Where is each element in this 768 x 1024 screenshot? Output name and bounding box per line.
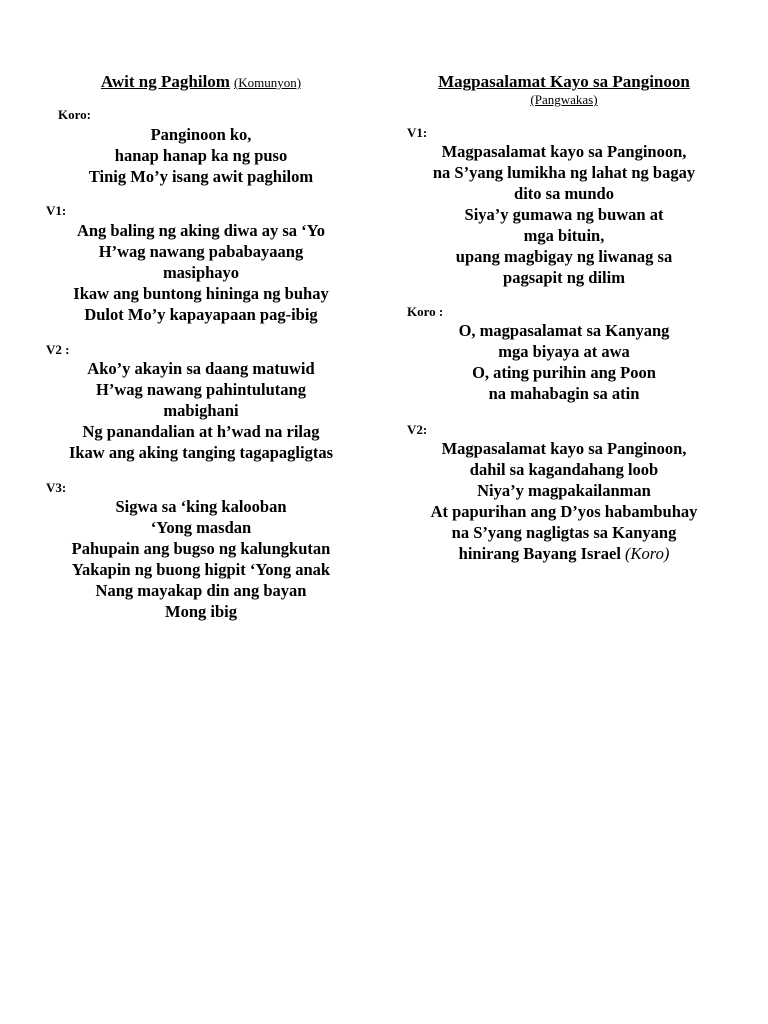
lyric-line: Ikaw ang aking tanging tagapagligtas xyxy=(68,443,334,462)
right-v1-stanza xyxy=(404,141,724,288)
lyric-line: Magpasalamat kayo sa Panginoon, xyxy=(441,142,687,161)
left-v3-label: V3: xyxy=(46,480,67,495)
left-v3-stanza xyxy=(42,496,360,622)
right-koro-label: Koro : xyxy=(407,304,444,319)
right-koro-stanza xyxy=(404,320,724,404)
left-v1-stanza xyxy=(42,220,360,325)
lyric-line: na S’yang nagligtas sa Kanyang xyxy=(451,523,677,542)
lyric-line: dahil sa kagandahang loob xyxy=(469,460,659,479)
lyric-line: Sigwa sa ‘king kalooban xyxy=(115,497,287,516)
lyric-line: masiphayo xyxy=(162,263,240,282)
lyric-line: dito sa mundo xyxy=(514,184,614,203)
lyric-line: At papurihan ang D’yos habambuhay xyxy=(430,502,698,521)
lyric-line: Mong ibig xyxy=(165,602,237,621)
lyric-line: O, ating purihin ang Poon xyxy=(472,363,656,382)
lyric-line: Ng panandalian at h’wad na rilag xyxy=(82,422,320,441)
lyric-line: Ang baling ng aking diwa ay sa ‘Yo xyxy=(76,221,326,240)
lyric-line: Magpasalamat kayo sa Panginoon, xyxy=(441,439,687,458)
lyric-line: na mahabagin sa atin xyxy=(488,384,640,403)
lyric-line-text: hinirang Bayang Israel xyxy=(458,544,621,563)
lyric-line: H’wag nawang pababayaang xyxy=(98,242,304,261)
left-koro-label: Koro: xyxy=(58,107,91,122)
right-song-header xyxy=(404,72,724,108)
right-song-subtitle: (Pangwakas) xyxy=(530,92,598,107)
koro-repeat-tag: (Koro) xyxy=(625,544,670,563)
right-v2-stanza xyxy=(404,438,724,564)
lyric-line: H’wag nawang pahintulutang xyxy=(96,380,306,399)
lyric-line: Ako’y akayin sa daang matuwid xyxy=(87,359,315,378)
lyric-line: Niya’y magpakailanman xyxy=(477,481,651,500)
right-v1-label: V1: xyxy=(407,125,428,140)
left-v1-label: V1: xyxy=(46,203,67,218)
left-v2-label: V2 : xyxy=(46,342,70,357)
lyric-line: mabighani xyxy=(163,401,239,420)
lyric-line: Panginoon ko, xyxy=(150,125,252,144)
lyric-line: mga bituin, xyxy=(523,226,605,245)
lyric-line: ‘Yong masdan xyxy=(150,518,252,537)
lyric-line: pagsapit ng dilim xyxy=(503,268,625,287)
lyric-line: Pahupain ang bugso ng kalungkutan xyxy=(71,539,331,558)
right-song-title: Magpasalamat Kayo sa Panginoon xyxy=(438,72,690,91)
lyric-line: Siya’y gumawa ng buwan at xyxy=(464,205,664,224)
right-v2-label: V2: xyxy=(407,422,428,437)
lyric-line: Nang mayakap din ang bayan xyxy=(95,581,307,600)
lyric-line: Ikaw ang buntong hininga ng buhay xyxy=(73,284,329,303)
left-song-subtitle: (Komunyon) xyxy=(233,75,302,90)
lyric-line xyxy=(404,543,724,564)
left-song-header xyxy=(42,72,360,92)
lyric-line: Yakapin ng buong higpit ‘Yong anak xyxy=(71,560,331,579)
left-song-title: Awit ng Paghilom xyxy=(100,72,230,91)
lyric-line: mga biyaya at awa xyxy=(498,342,630,361)
lyric-line: O, magpasalamat sa Kanyang xyxy=(458,321,670,340)
lyric-line: na S’yang lumikha ng lahat ng bagay xyxy=(432,163,696,182)
lyric-line: Tinig Mo’y isang awit paghilom xyxy=(88,167,314,186)
lyric-line: hanap hanap ka ng puso xyxy=(114,146,288,165)
lyric-line: upang magbigay ng liwanag sa xyxy=(455,247,673,266)
lyric-line: Dulot Mo’y kapayapaan pag-ibig xyxy=(84,305,318,324)
left-v2-stanza xyxy=(42,358,360,463)
left-koro-stanza xyxy=(42,124,360,187)
